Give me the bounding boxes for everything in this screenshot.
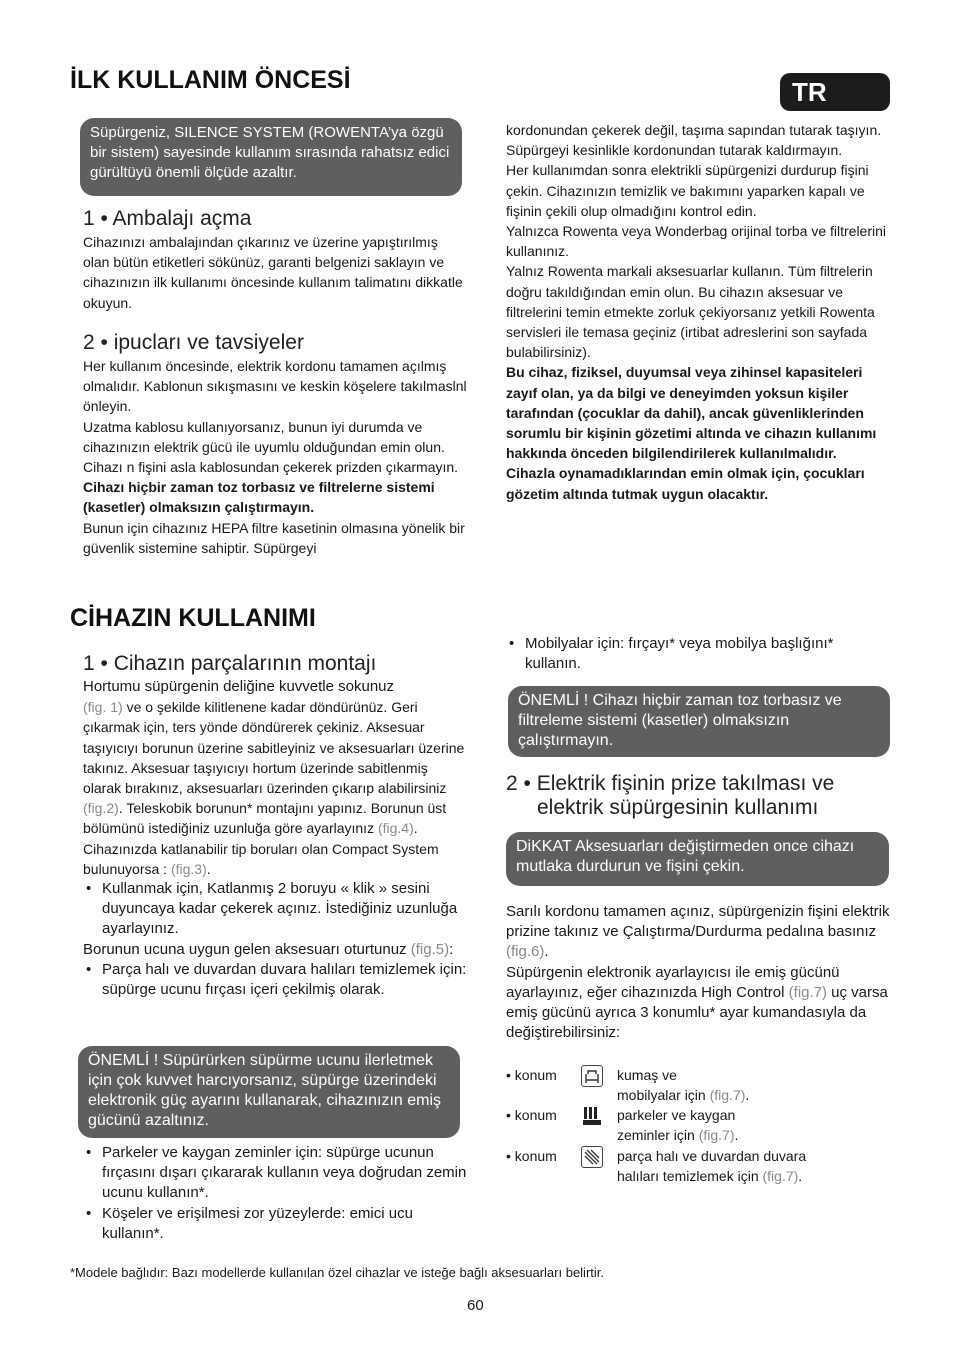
carpet-icon [581,1146,603,1168]
position-row-furniture [506,1065,886,1105]
nozzle-bullets [83,1143,468,1244]
punct: . [798,1168,803,1184]
page-number: 60 [467,1297,484,1314]
section-title-using-appliance: CİHAZIN KULLANIMI [70,604,316,632]
footnote: *Modele bağlıdır: Bazı modellerde kullanılan özel cihazlar ve isteğe bağlı aksesuarları belirtir. [70,1265,605,1280]
position-desc-line1: parça halı ve duvardan duvara [617,1148,807,1164]
punct: . [734,1127,739,1143]
caution-box: DiKKAT Aksesuarları değiştirmeden once cihazı mutlaka durdurun ve fişini çekin. [506,832,889,886]
armchair-icon [581,1065,603,1087]
tips-heading: 2 • ipucları ve tavsiyeler [83,331,304,354]
position-label: • konum [506,1107,557,1123]
fig-ref: (fig.7) [709,1087,746,1103]
tips-text: Her kullanım öncesinde, elektrik kordonu tamamen açılmış olmalıdır. Kablonun sıkışmasını ve keskin köşelere takılmaslnl önleyin. Uzatma kablosu kullanıyorsanız, bunun iyi durumda ve cihazınızın elektrik gücü ile uyumlu olduğundan emin olun. Cihazı n fişini asla kablosundan çekerek prizden çıkarmayın. Cihazı hiçbir zaman toz torbasız ve filtrelerne sistemi (kasetler) olmaksızın çalıştırmayın. Bunun için cihazınız HEPA filtre kasetinin olmasına yönelik bir güvenlik sistemine sahiptir. Süpürgeyi [83,358,467,556]
unpacking-heading: 1 • Ambalajı açma [83,207,252,230]
punct: . [745,1087,750,1103]
fig-ref: (fig.7) [762,1168,799,1184]
position-row-parquet [506,1105,886,1145]
position-label: • konum [506,1148,557,1164]
list-item: • Parkeler ve kaygan zeminler için: süpürge ucunun fırçasını dışarı çıkararak kullanın veya doğrudan zemin ucunu kullanın*. [83,1143,468,1204]
list-item: • Mobilyalar için: fırçayı* veya mobilya başlığını* kullanın. [506,634,886,674]
important-box-suction: ÖNEMLİ ! Süpürürken süpürme ucunu ilerletmek için çok kuvvet harcıyorsanız, süpürge üzerindeki elektronik güç ayarını kullanarak, cihazınızın emiş gücünü azaltınız. [78,1046,460,1138]
safety-text-column-2: kordonundan çekerek değil, taşıma sapından tutarak taşıyın. Süpürgeyi kesinlikle kordonundan tutarak kaldırmayın. Her kullanımdan sonra elektrikli süpürgenizi durdurup fişini çekin. Cihazınızın temizlik ve bakımını yaparken kapalı ve fişinin çekili olup olmadığını kontrol edin. Yalnızca Rowenta veya Wonderbag orijinal torba ve filtrelerini kullanınız. Yalnız Rowenta markali aksesuarlar kullanın. Tüm filtrelerin doğru takıldığından emin olun. Bu cihazın aksesuar ve filtrelerini temin etmekte zorluk çekiyorsanız yetkili Rowenta servisleri ile temasa geçiniz (irtibat adreslerini son sayfada bulabilirsiniz). Bu cihaz, fiziksel, duyumsal veya zihinsel kapasiteleri zayıf olan, ya da bilgi ve deneyimden yoksun kişiler tarafından (çocuklar da dahil), ancak güvenliklerinden sorumlu bir kişinin gözetimi altında ve cihazın kullanımı hakkında önceden bilgilendirilerek kullanılmalıdır. Cihazla oynamadıklarından emin olmak için, çocukları gözetim altında tutmak uygun olacaktır. [506,122,887,502]
fig-ref: (fig.7) [698,1127,735,1143]
position-desc-line2: zeminler için [617,1127,699,1143]
intro-info-box: Süpürgeniz, SILENCE SYSTEM (ROWENTA’ya özgü bir sistem) sayesinde kullanım sırasında rahatsız edici gürültüyü önemli ölçüde azaltır. [80,118,462,196]
assembly-text: Hortumu süpürgenin deliğine kuvvetle sokunuz (fig. 1) ve o şekilde kilitlenene kadar döndürünüz. Geri çıkarmak için, ters yönde döndürerek çekiniz. Aksesuar taşıyıcıyı borunun üzerine sabitleyiniz ve aksesuarları üzerine takınız. Aksesuar taşıyıcıyı hortum üzerinde sabitlenmiş olarak bırakınız, aksesuarları üzerinden çıkarıp alabilirsiniz (fig.2). Teleskobik borunun* montajını yapınız. Borunun üst bölümünü istediğiniz uzunluğa göre ayarlayınız (fig.4). Cihazınızda katlanabilir tip boruları olan Compact System bulunuyorsa : (fig.3). • Kullanmak için, Katlanmış 2 boruyu « klik » sesini duyuncaya kadar çekerek açınız. İstediğiniz uzunluğa ayarlayınız. Borunun ucuna uygun gelen aksesuarı oturtunuz (fig.5): • Parça halı ve duvardan duvara halıları temizlemek için: süpürge ucunu fırçası içeri çekilmiş olarak. [83,677,468,1000]
plug-heading-line1: 2 • Elektrik fişinin prize takılması ve [506,772,835,795]
parquet-icon [581,1105,603,1127]
unpacking-text: Cihazınızı ambalajından çıkarınız ve üzerine yapıştırılmış olan bütün etiketleri sökünüz, garanti belgenizi saklayın ve cihazınızın ilk kullanımı öncesinde kullanım talimatını dikkatle okuyun. [83,234,463,311]
position-desc-line2: halıları temizlemek için [617,1168,763,1184]
furniture-bullet [506,634,886,674]
plug-text: Sarılı kordonu tamamen açınız, süpürgenizin fişini elektrik prizine takınız ve Çalıştırma/Durdurma pedalına basınız (fig.6). Süpürgenin elektronik ayarlayıcısı ile emiş gücünü ayarlayınız, eğer cihazınızda High Control (fig.7) uç varsa emiş gücünü ayrıca 3 konumlu* ayar kumandasıyla da değiştirebilirsiniz: [506,903,890,1042]
list-item: • Köşeler ve erişilmesi zor yüzeylerde: emici ucu kullanın*. [83,1204,468,1244]
assembly-heading: 1 • Cihazın parçalarının montajı [83,652,377,675]
language-tab: TR [780,73,890,111]
list-item: • Parça halı ve duvardan duvara halıları temizlemek için: süpürge ucunu fırçası içeri çekilmiş olarak. [83,960,468,1000]
position-desc-line2: mobilyalar için [617,1087,710,1103]
position-label: • konum [506,1067,557,1083]
position-row-carpet [506,1146,886,1186]
section-title-before-first-use: İLK KULLANIM ÖNCESİ [70,66,351,94]
position-desc-line1: parkeler ve kaygan [617,1107,736,1123]
plug-heading-line2: elektrik süpürgesinin kullanımı [537,796,819,819]
list-item: • Kullanmak için, Katlanmış 2 boruyu « klik » sesini duyuncaya kadar çekerek açınız. İstediğiniz uzunluğa ayarlayınız. [83,879,468,940]
important-box-no-bag: ÖNEMLİ ! Cihazı hiçbir zaman toz torbasız ve filtreleme sistemi (kasetler) olmaksızın çalıştırmayın. [508,686,890,757]
position-desc-line1: kumaş ve [617,1067,677,1083]
